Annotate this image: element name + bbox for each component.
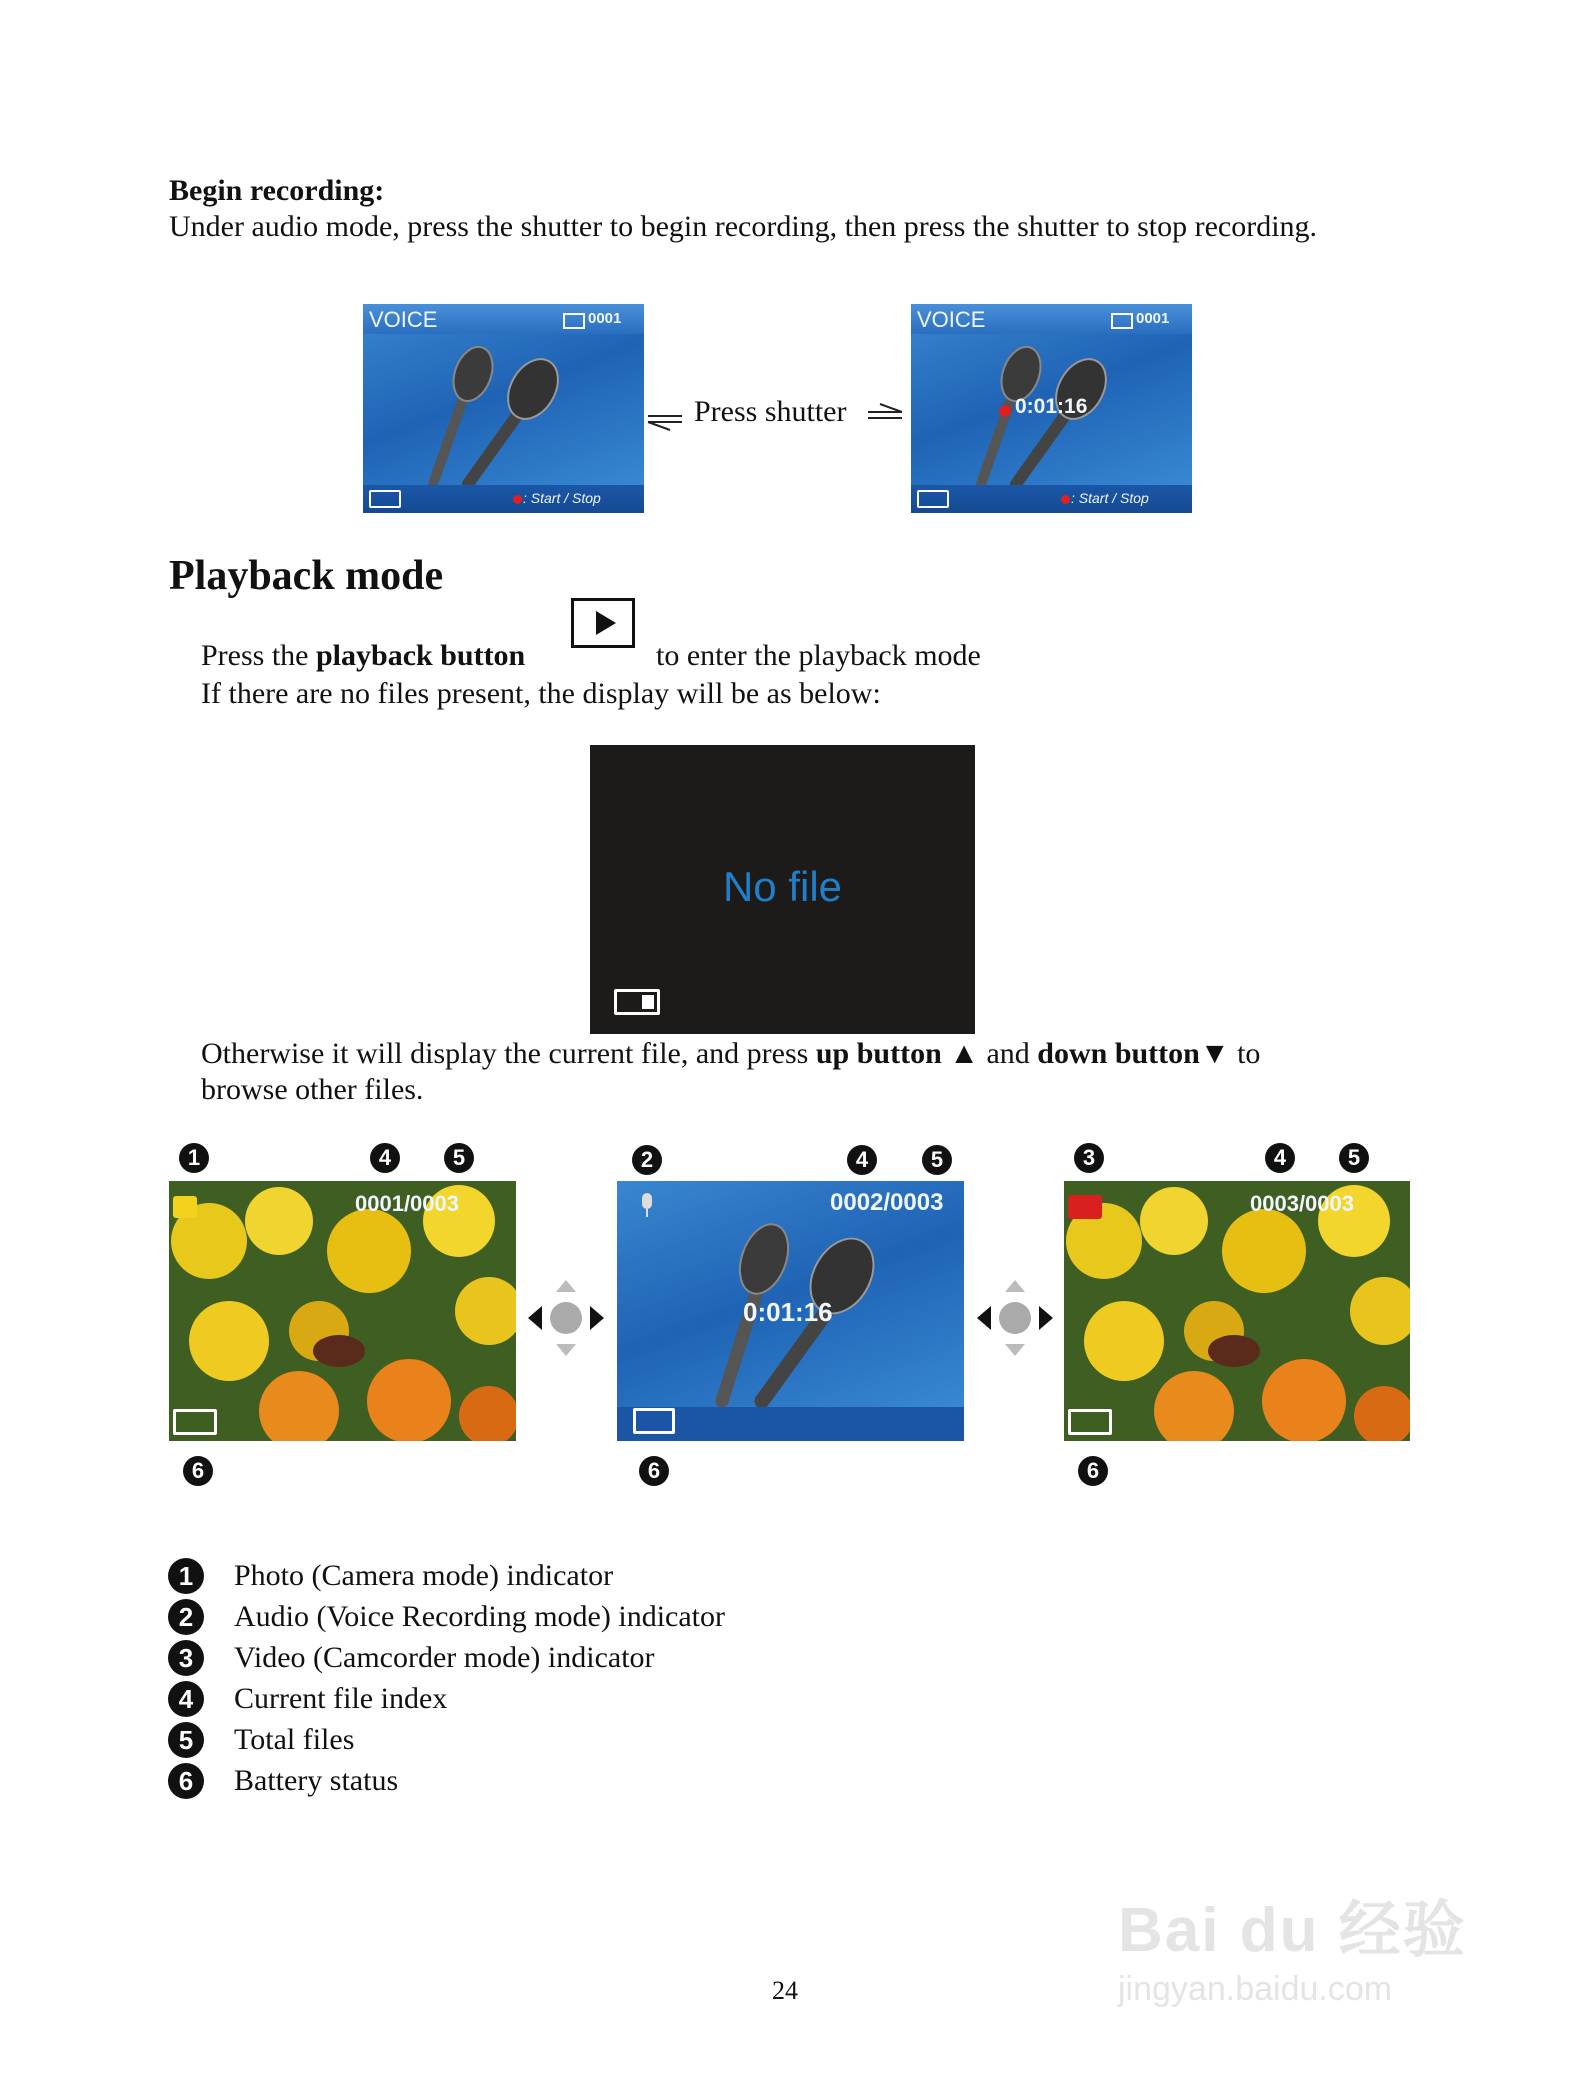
- voice-title: VOICE: [369, 307, 438, 332]
- callout-4: 4: [847, 1145, 877, 1175]
- record-dot-icon: [513, 495, 522, 504]
- press-shutter-label: Press shutter: [694, 395, 847, 428]
- voice-counter: 0001: [1136, 310, 1170, 327]
- arrow-left-icon: [644, 400, 684, 434]
- record-dot-icon: [999, 405, 1011, 417]
- callout-4: 4: [370, 1143, 400, 1173]
- callout-5: 5: [1339, 1143, 1369, 1173]
- callout-6: 6: [639, 1456, 669, 1486]
- battery-icon: [917, 490, 949, 508]
- no-file-text: No file: [722, 863, 843, 910]
- battery-icon: [369, 490, 401, 508]
- callout-4: 4: [1265, 1143, 1295, 1173]
- legend-label: Photo (Camera mode) indicator: [234, 1559, 614, 1592]
- battery-icon: [633, 1408, 675, 1434]
- audio-timer: 0:01:16: [743, 1297, 833, 1327]
- legend-number: 3: [168, 1640, 204, 1676]
- begin-recording-text: Under audio mode, press the shutter to begin recording, then press the shutter to stop recording.: [169, 210, 1318, 243]
- callout-3: 3: [1074, 1143, 1104, 1173]
- browse-line2: browse other files.: [201, 1073, 424, 1106]
- microphones-icon: [423, 344, 583, 489]
- playback-line2: If there are no files present, the display will be as below:: [201, 677, 881, 710]
- legend-label: Battery status: [234, 1764, 399, 1797]
- memory-card-icon: [1111, 313, 1133, 329]
- audio-screen: [617, 1181, 964, 1441]
- microphone-icon: [637, 1191, 657, 1219]
- callout-2: 2: [632, 1145, 662, 1175]
- callout-6: 6: [183, 1456, 213, 1486]
- video-mode-icon: [1068, 1195, 1102, 1219]
- callout-5: 5: [444, 1143, 474, 1173]
- voice-counter: 0001: [588, 310, 622, 327]
- legend-label: Total files: [234, 1723, 355, 1756]
- legend-number: 6: [168, 1763, 204, 1799]
- up-button-label: up button: [815, 1037, 942, 1070]
- recording-timer: 0:01:16: [1015, 395, 1088, 418]
- playback-button-label: playback button: [316, 639, 526, 672]
- begin-recording-heading: Begin recording:: [169, 174, 385, 207]
- up-triangle-icon: ▲: [949, 1037, 979, 1070]
- voice-footer: : Start / Stop: [1071, 490, 1149, 506]
- voice-screen-recording: [911, 304, 1192, 513]
- flowers-image: [169, 1181, 516, 1441]
- video-screen: [1064, 1181, 1410, 1441]
- callout-6: 6: [1078, 1456, 1108, 1486]
- voice-title: VOICE: [917, 307, 986, 332]
- playback-line1-pre: Press the: [201, 639, 316, 672]
- legend-label: Video (Camcorder mode) indicator: [234, 1641, 655, 1674]
- flowers-image: [1064, 1181, 1410, 1441]
- browse-mid: and: [978, 1037, 1038, 1070]
- arrow-right-icon: [866, 400, 906, 434]
- down-triangle-icon: ▼: [1199, 1037, 1230, 1070]
- browse-pre: Otherwise it will display the current file, and press: [201, 1037, 816, 1070]
- file-index: 0001/0003: [355, 1191, 459, 1216]
- down-button-label: down button: [1037, 1037, 1200, 1070]
- no-file-screen: [590, 745, 975, 1034]
- browse-post: to: [1229, 1037, 1261, 1070]
- navigation-pad-icon: [975, 1278, 1055, 1358]
- playback-line1-post: to enter the playback mode: [656, 639, 981, 672]
- battery-icon: [614, 989, 660, 1015]
- legend-number: 5: [168, 1722, 204, 1758]
- legend-label: Audio (Voice Recording mode) indicator: [234, 1600, 725, 1633]
- watermark-url: jingyan.baidu.com: [1118, 1970, 1393, 2008]
- navigation-pad-icon: [526, 1278, 606, 1358]
- playback-line1: [201, 638, 525, 674]
- camera-mode-icon: [173, 1196, 197, 1218]
- record-dot-icon: [1061, 495, 1070, 504]
- callout-5: 5: [922, 1145, 952, 1175]
- voice-footer: : Start / Stop: [523, 490, 601, 506]
- callout-1: 1: [179, 1143, 209, 1173]
- legend-number: 2: [168, 1599, 204, 1635]
- file-index: 0003/0003: [1250, 1191, 1354, 1216]
- legend-number: 1: [168, 1558, 204, 1594]
- legend-number: 4: [168, 1681, 204, 1717]
- battery-icon: [173, 1409, 217, 1435]
- file-index: 0002/0003: [830, 1189, 944, 1216]
- playback-button-icon: [571, 598, 635, 648]
- page-number: 24: [772, 1976, 798, 2005]
- playback-heading: Playback mode: [169, 553, 444, 599]
- battery-icon: [1068, 1409, 1112, 1435]
- legend-label: Current file index: [234, 1682, 448, 1715]
- voice-screen-idle: [363, 304, 644, 513]
- browse-line1: [201, 1036, 1260, 1072]
- photo-screen: [169, 1181, 516, 1441]
- memory-card-icon: [563, 313, 585, 329]
- watermark-logo: Bai du 经验: [1118, 1896, 1467, 1965]
